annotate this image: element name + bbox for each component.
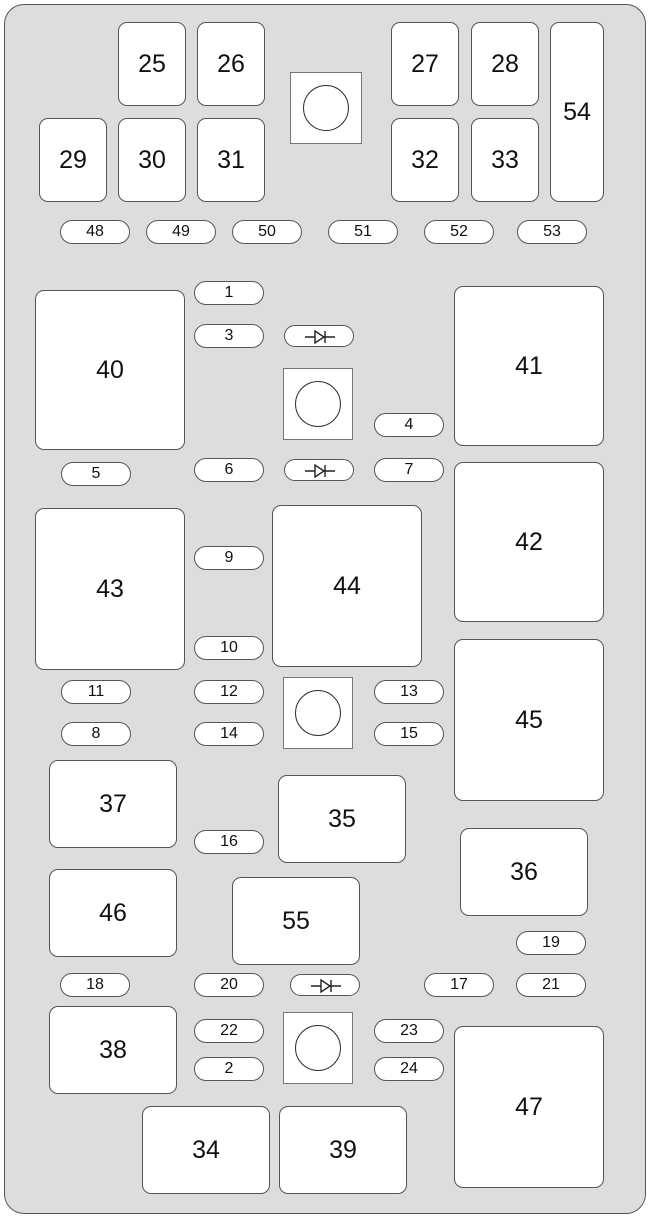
fuse-11: 11 bbox=[61, 680, 131, 704]
relay-45: 45 bbox=[454, 639, 604, 801]
relay-33: 33 bbox=[471, 118, 539, 202]
relay-25: 25 bbox=[118, 22, 186, 106]
relay-39: 39 bbox=[279, 1106, 407, 1194]
fuse-4: 4 bbox=[374, 413, 444, 437]
relay-46: 46 bbox=[49, 869, 177, 957]
relay-35: 35 bbox=[278, 775, 406, 863]
fuse-1: 1 bbox=[194, 281, 264, 305]
relay-26: 26 bbox=[197, 22, 265, 106]
relay-41: 41 bbox=[454, 286, 604, 446]
relay-44: 44 bbox=[272, 505, 422, 667]
diode-icon bbox=[284, 459, 354, 481]
fuse-8: 8 bbox=[61, 722, 131, 746]
fuse-51: 51 bbox=[328, 220, 398, 244]
fuse-21: 21 bbox=[516, 973, 586, 997]
fuse-50: 50 bbox=[232, 220, 302, 244]
fuse-3: 3 bbox=[194, 324, 264, 348]
relay-43: 43 bbox=[35, 508, 185, 670]
relay-31: 31 bbox=[197, 118, 265, 202]
fuse-48: 48 bbox=[60, 220, 130, 244]
fuse-10: 10 bbox=[194, 636, 264, 660]
relay-27: 27 bbox=[391, 22, 459, 106]
fuse-5: 5 bbox=[61, 462, 131, 486]
fuse-7: 7 bbox=[374, 458, 444, 482]
fuse-17: 17 bbox=[424, 973, 494, 997]
relay-36: 36 bbox=[460, 828, 588, 916]
relay-42: 42 bbox=[454, 462, 604, 622]
fuse-9: 9 bbox=[194, 546, 264, 570]
fuse-13: 13 bbox=[374, 680, 444, 704]
fuse-6: 6 bbox=[194, 458, 264, 482]
relay-38: 38 bbox=[49, 1006, 177, 1094]
fuse-16: 16 bbox=[194, 830, 264, 854]
relay-28: 28 bbox=[471, 22, 539, 106]
diode-icon bbox=[284, 325, 354, 347]
bolt-terminal-icon bbox=[283, 1012, 353, 1084]
relay-55: 55 bbox=[232, 877, 360, 965]
bolt-terminal-icon bbox=[283, 368, 353, 440]
fuse-24: 24 bbox=[374, 1057, 444, 1081]
fuse-2: 2 bbox=[194, 1057, 264, 1081]
bolt-terminal-icon bbox=[283, 677, 353, 749]
fuse-53: 53 bbox=[517, 220, 587, 244]
relay-30: 30 bbox=[118, 118, 186, 202]
fuse-12: 12 bbox=[194, 680, 264, 704]
fuse-49: 49 bbox=[146, 220, 216, 244]
relay-54: 54 bbox=[550, 22, 604, 202]
fuse-23: 23 bbox=[374, 1019, 444, 1043]
relay-32: 32 bbox=[391, 118, 459, 202]
fuse-20: 20 bbox=[194, 973, 264, 997]
fuse-52: 52 bbox=[424, 220, 494, 244]
fuse-19: 19 bbox=[516, 931, 586, 955]
relay-34: 34 bbox=[142, 1106, 270, 1194]
fuse-22: 22 bbox=[194, 1019, 264, 1043]
relay-37: 37 bbox=[49, 760, 177, 848]
relay-29: 29 bbox=[39, 118, 107, 202]
diode-icon bbox=[290, 974, 360, 996]
fuse-15: 15 bbox=[374, 722, 444, 746]
fuse-14: 14 bbox=[194, 722, 264, 746]
relay-47: 47 bbox=[454, 1026, 604, 1188]
bolt-terminal-icon bbox=[290, 72, 362, 144]
fuse-18: 18 bbox=[60, 973, 130, 997]
relay-40: 40 bbox=[35, 290, 185, 450]
